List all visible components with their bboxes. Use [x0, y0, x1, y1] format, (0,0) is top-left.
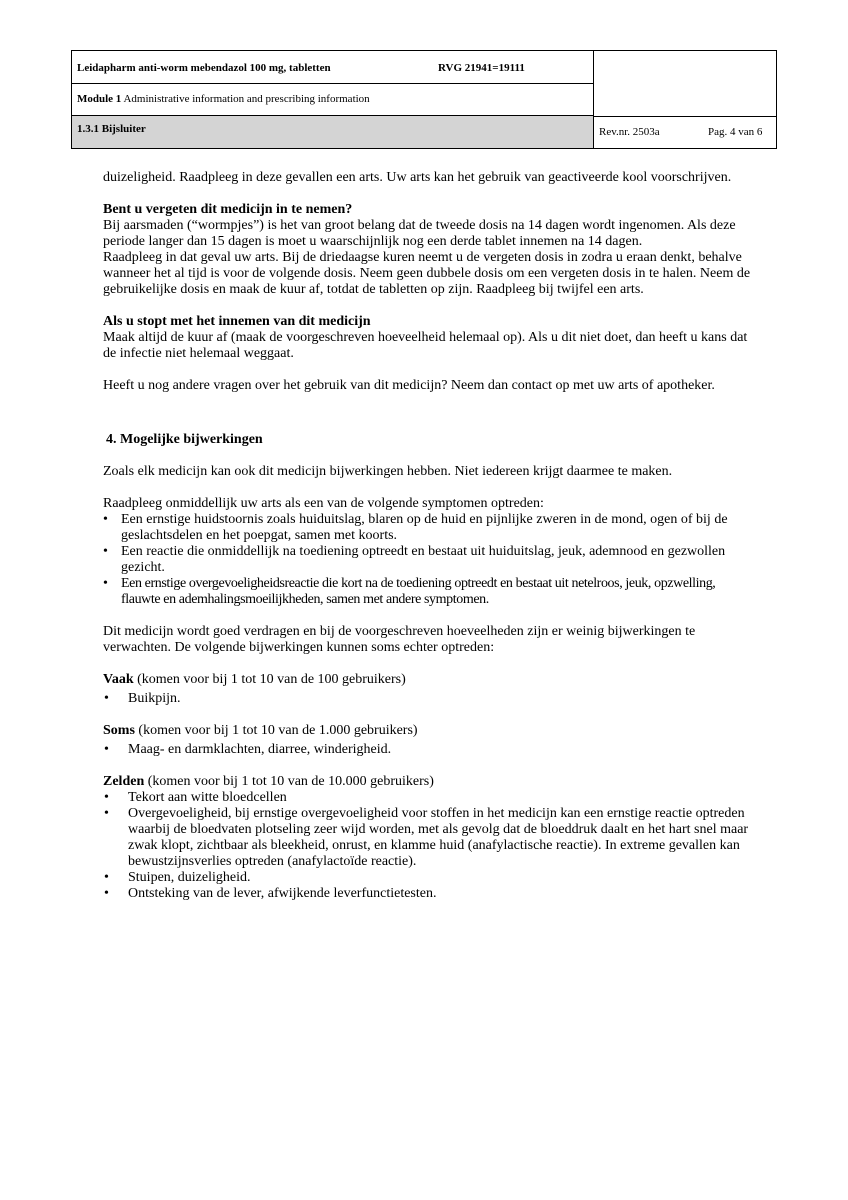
intro-paragraph: duizeligheid. Raadpleeg in deze gevallen een arts. Uw arts kan het gebruik van geactiveerde kool voorschrijven.	[103, 170, 732, 185]
urgent-intro: Raadpleeg onmiddellijk uw arts als een van de volgende symptomen optreden:	[103, 496, 544, 511]
section-4-heading: 4. Mogelijke bijwerkingen	[106, 432, 263, 447]
list-item: • Een reactie die onmiddellijk na toediening optreedt en bestaat uit huiduitslag, jeuk, ademnood en gezwollen gezicht.	[103, 544, 726, 575]
list-item: • Een ernstige huidstoornis zoals huiduitslag, blaren op de huid en pijnlijke zweren in de mond, ogen of bij de geslachtsdelen en het poepgat, samen met koorts.	[103, 512, 728, 543]
forgotten-dose-paragraph-1: Bij aarsmaden (“wormpjes”) is het van groot belang dat de tweede dosis na 14 dagen wordt ingenomen. Als deze periode langer dan 15 dagen is moet u waarschijnlijk nog een derde tablet innemen na 14 dagen.	[103, 218, 736, 249]
module-description: Administrative information and prescribing information	[121, 93, 370, 105]
header-revision-cell	[594, 116, 776, 148]
header-section-cell: 1.3.1 Bijsluiter	[72, 116, 594, 148]
list-item: • Tekort aan witte bloedcellen	[104, 790, 287, 805]
header-module-cell	[72, 84, 594, 116]
list-item: • Maag- en darmklachten, diarree, winderigheid.	[104, 742, 392, 757]
revision-number: Rev.nr. 2503a	[599, 126, 660, 138]
rvg-number: RVG 21941=19111	[438, 62, 525, 74]
tolerability-paragraph: Dit medicijn wordt goed verdragen en bij de voorgeschreven hoeveelheden zijn er weinig bijwerkingen te verwachten. De volgende bijwerkingen kunnen soms echter optreden:	[103, 624, 696, 655]
page-number: Pag. 4 van 6	[708, 126, 763, 138]
list-item: • Stuipen, duizeligheid.	[104, 870, 251, 885]
document-header-table	[71, 50, 777, 149]
header-empty-cell	[594, 51, 776, 116]
frequency-label: Vaak	[103, 672, 134, 687]
leaflet-body	[103, 170, 753, 902]
header-product-cell	[72, 51, 594, 84]
list-item: • Ontsteking van de lever, afwijkende leverfunctietesten.	[104, 886, 437, 901]
frequency-label: Soms	[103, 723, 135, 738]
list-item: • Overgevoeligheid, bij ernstige overgevoeligheid voor stoffen in het medicijn kan een ernstige reactie optreden waarbij de bloedvaten plotseling zeer wijd worden, met als gevolg dat de bloeddruk daalt en het hart snel maar zwak klopt, zichtbaar als bleekheid, onrust, en klamme huid (anafylactische reactie). In extreme gevallen kan bewustzijnsverlies optreden (anafylactoïde reactie).	[104, 806, 749, 869]
frequency-rare: Zelden (komen voor bij 1 tot 10 van de 10.000 gebruikers)	[103, 774, 434, 789]
heading-stopping: Als u stopt met het innemen van dit medicijn	[103, 314, 371, 329]
list-item: • Een ernstige overgevoeligheidsreactie die kort na de toediening optreedt en bestaat uit netelroos, jeuk, opzwelling, flauwte en ademhalingsmoeilijkheden, samen met andere symptomen.	[103, 576, 716, 607]
frequency-common: Vaak (komen voor bij 1 tot 10 van de 100 gebruikers)	[103, 672, 406, 687]
heading-forgotten-dose: Bent u vergeten dit medicijn in te nemen?	[103, 202, 353, 217]
frequency-uncommon: Soms (komen voor bij 1 tot 10 van de 1.000 gebruikers)	[103, 723, 418, 738]
list-item: • Buikpijn.	[104, 691, 181, 706]
module-label: Module 1	[77, 93, 122, 105]
product-name: Leidapharm anti-worm mebendazol 100 mg, tabletten	[77, 62, 331, 74]
frequency-label: Zelden	[103, 774, 145, 789]
questions-paragraph: Heeft u nog andere vragen over het gebruik van dit medicijn? Neem dan contact op met uw arts of apotheker.	[103, 378, 715, 393]
stopping-paragraph: Maak altijd de kuur af (maak de voorgeschreven hoeveelheid helemaal op). Als u dit niet doet, dan heeft u kans dat de infectie niet helemaal weggaat.	[103, 330, 748, 361]
forgotten-dose-paragraph-2: Raadpleeg in dat geval uw arts. Bij de driedaagse kuren neemt u de vergeten dosis in zodra u eraan denkt, behalve wanneer het al tijd is voor de volgende dosis. Neem geen dubbele dosis om een vergeten dosis in te halen. Neem de gebruikelijke dosis en maak de kuur af, totdat de tabletten op zijn. Raadpleeg bij twijfel een arts.	[103, 250, 751, 297]
side-effects-intro: Zoals elk medicijn kan ook dit medicijn bijwerkingen hebben. Niet iedereen krijgt daarmee te maken.	[103, 464, 673, 479]
